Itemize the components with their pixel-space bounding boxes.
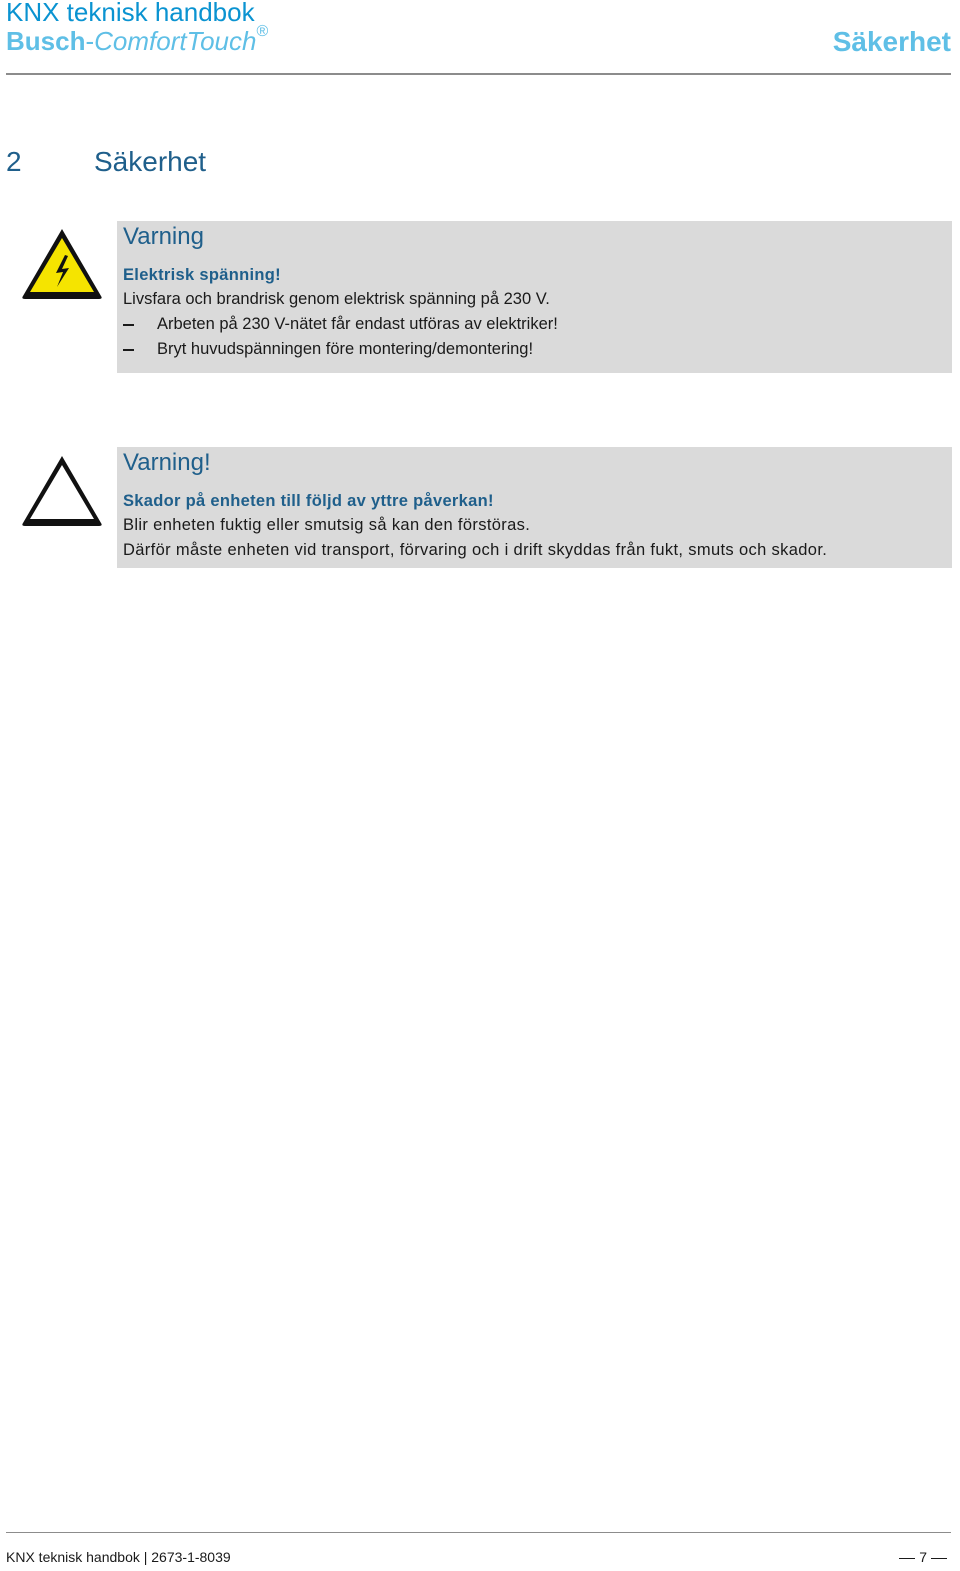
footer-document-id: KNX teknisk handbok | 2673-1-8039 — [6, 1549, 231, 1565]
registered-mark: ® — [256, 23, 269, 41]
warning-title: Varning — [123, 223, 204, 250]
bullet-dash — [123, 324, 134, 326]
page-number-value: 7 — [919, 1549, 927, 1565]
bullet-dash — [123, 349, 134, 351]
header-title: KNX teknisk handbok — [6, 0, 255, 27]
warning-text: Livsfara och brandrisk genom elektrisk spänning på 230 V. — [123, 290, 550, 308]
header-divider — [6, 73, 951, 75]
general-warning-icon — [19, 452, 105, 528]
warning-title: Varning! — [123, 449, 211, 476]
warning-box-device-damage — [117, 447, 952, 568]
warning-bullet: Arbeten på 230 V-nätet får endast utföras av elektriker! — [157, 315, 558, 333]
page-dash — [931, 1558, 947, 1559]
brand-dash: - — [85, 26, 95, 56]
product-name: ComfortTouch — [94, 26, 257, 56]
page-dash — [899, 1558, 915, 1559]
warning-bullet: Bryt huvudspänningen före montering/demontering! — [157, 340, 534, 358]
brand-name: Busch — [6, 26, 86, 56]
header-section-label: Säkerhet — [832, 26, 951, 57]
warning-text: Därför måste enheten vid transport, förvaring och i drift skyddas från fukt, smuts och skador. — [123, 541, 828, 559]
warning-subtitle: Elektrisk spänning! — [123, 266, 281, 284]
high-voltage-warning-icon — [19, 225, 105, 301]
section-title: Säkerhet — [94, 146, 207, 177]
warning-box-electrical — [117, 221, 952, 373]
warning-subtitle: Skador på enheten till följd av yttre påverkan! — [123, 492, 494, 510]
section-number: 2 — [6, 146, 22, 177]
warning-text: Blir enheten fuktig eller smutsig så kan den förstöras. — [123, 516, 531, 534]
page-number — [895, 1549, 951, 1565]
footer-divider — [6, 1532, 951, 1533]
header-product — [6, 23, 269, 57]
